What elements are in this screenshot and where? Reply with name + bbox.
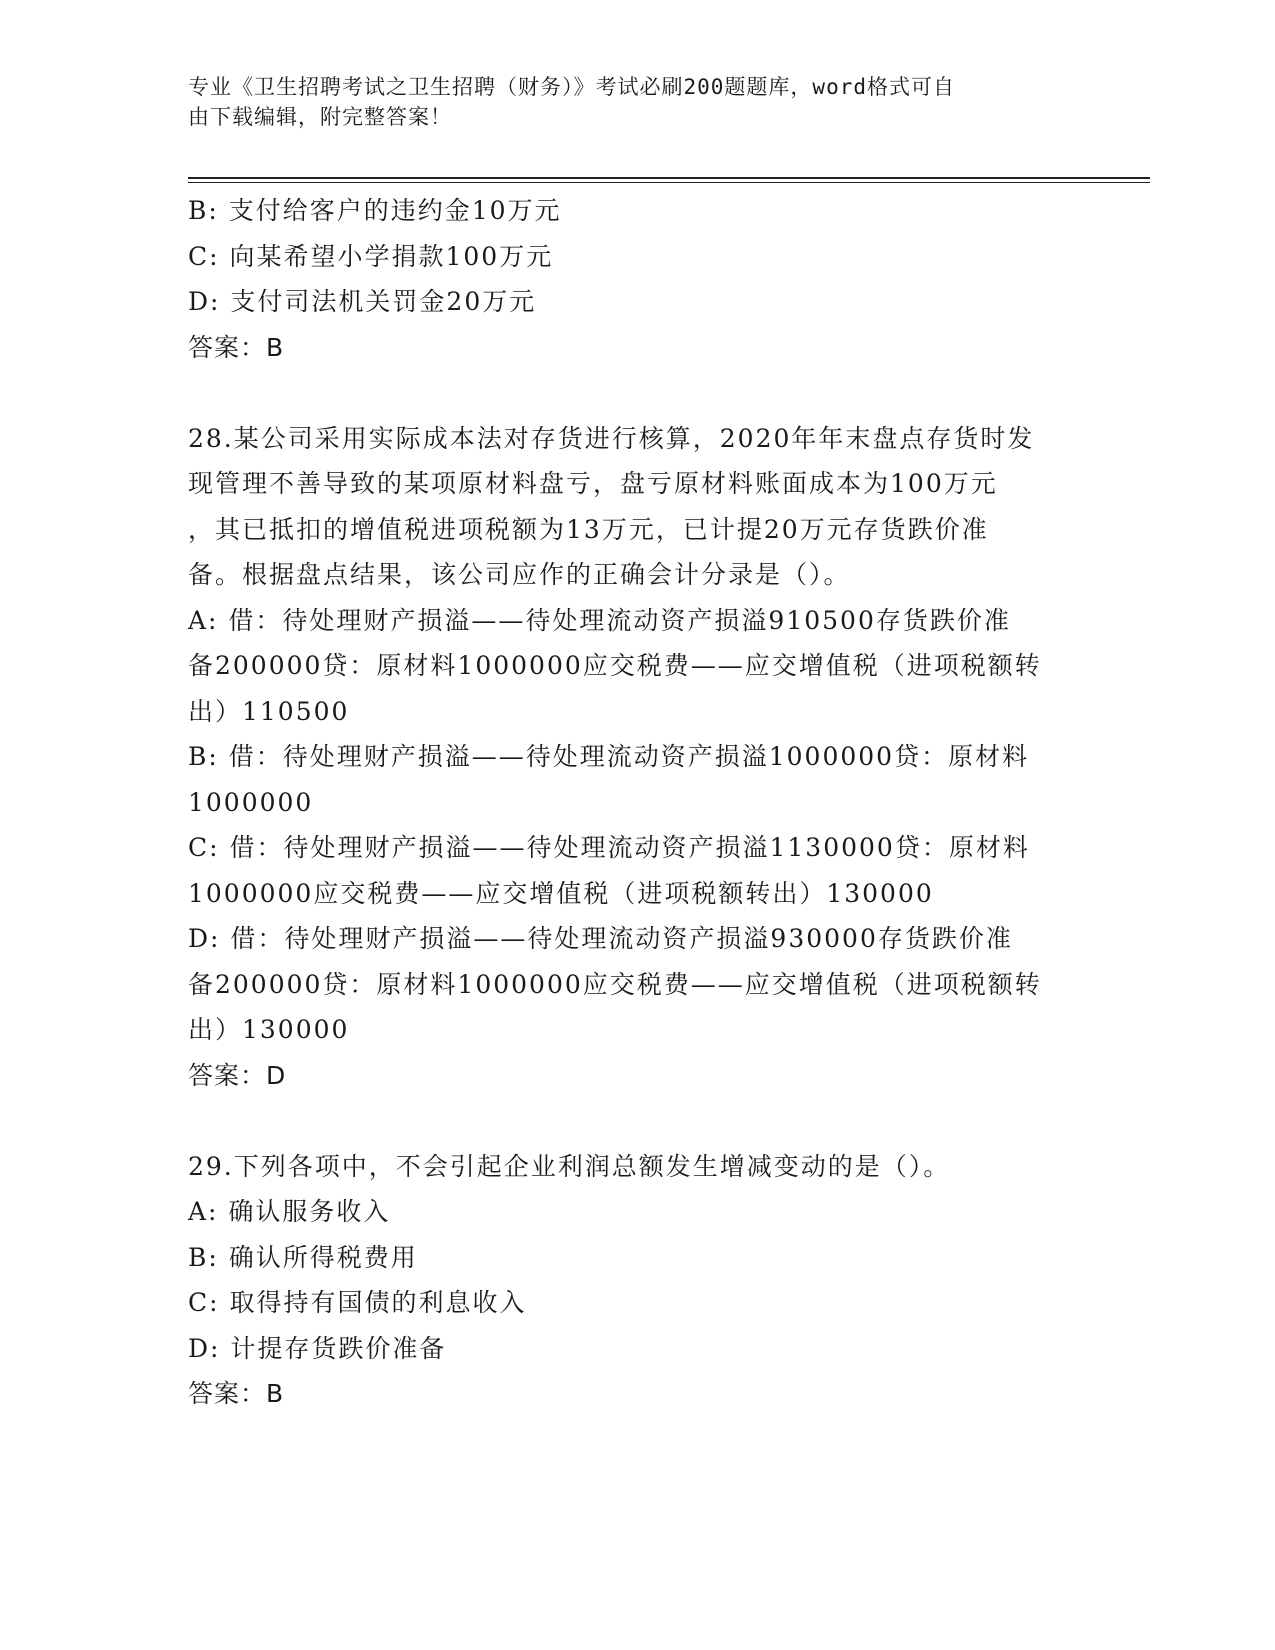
q29-option-a: A: 确认服务收入 [188,1197,391,1226]
q28-stem-line-3: ，其已抵扣的增值税进项税额为13万元，已计提20万元存货跌价准 [188,514,989,544]
question-27-block [188,188,1088,370]
q27-option-d: D: 支付司法机关罚金20万元 [188,287,537,316]
q27-option-c: C: 向某希望小学捐款100万元 [188,241,554,271]
q28-option-a-line-1: A: 借：待处理财产损溢——待处理流动资产损溢910500存货跌价准 [188,605,1011,635]
header-divider-thick [188,177,1150,179]
q28-option-d-line-1: D: 借：待处理财产损溢——待处理流动资产损溢930000存货跌价准 [188,924,1013,953]
q28-option-a-line-2: 备200000贷：原材料1000000应交税费——应交增值税（进项税额转 [188,651,1042,680]
question-content [188,188,1088,1417]
question-29-block [188,1144,1088,1417]
q28-option-a-line-3: 出）110500 [188,696,350,726]
q28-stem-line-2: 现管理不善导致的某项原材料盘亏，盘亏原材料账面成本为100万元 [188,469,998,498]
q28-answer: 答案：D [188,1060,287,1090]
header-line-1: 专业《卫生招聘考试之卫生招聘（财务）》考试必刷200题题库，word格式可自 [188,75,955,99]
header-divider-thin [188,182,1150,183]
q29-answer: 答案：B [188,1379,285,1408]
q27-option-b: B: 支付给客户的违约金10万元 [188,196,562,225]
q28-stem-line-4: 备。根据盘点结果，该公司应作的正确会计分录是（）。 [188,560,851,589]
q28-option-d-line-3: 出）130000 [188,1015,350,1044]
q28-option-c-line-2: 1000000应交税费——应交增值税（进项税额转出）130000 [188,878,934,908]
q28-option-c-line-1: C: 借：待处理财产损溢——待处理流动资产损溢1130000贷：原材料 [188,833,1030,862]
q29-stem: 29.下列各项中，不会引起企业利润总额发生增减变动的是（）。 [188,1151,951,1181]
q27-answer: 答案：B [188,332,285,362]
header-line-2: 由下载编辑，附完整答案！ [188,105,452,129]
q28-option-b-line-2: 1000000 [188,787,314,817]
spacer [188,370,1088,416]
q29-option-b: B: 确认所得税费用 [188,1242,418,1272]
q28-stem-line-1: 28.某公司采用实际成本法对存货进行核算，2020年年末盘点存货时发 [188,423,1035,453]
q28-option-b-line-1: B: 借：待处理财产损溢——待处理流动资产损溢1000000贷：原材料 [188,742,1030,771]
question-28-block [188,416,1088,1099]
q29-option-d: D: 计提存货跌价准备 [188,1333,447,1363]
q28-option-d-line-2: 备200000贷：原材料1000000应交税费——应交增值税（进项税额转 [188,969,1042,999]
q29-option-c: C: 取得持有国债的利息收入 [188,1288,527,1317]
document-header [188,72,1088,132]
spacer [188,1098,1088,1144]
